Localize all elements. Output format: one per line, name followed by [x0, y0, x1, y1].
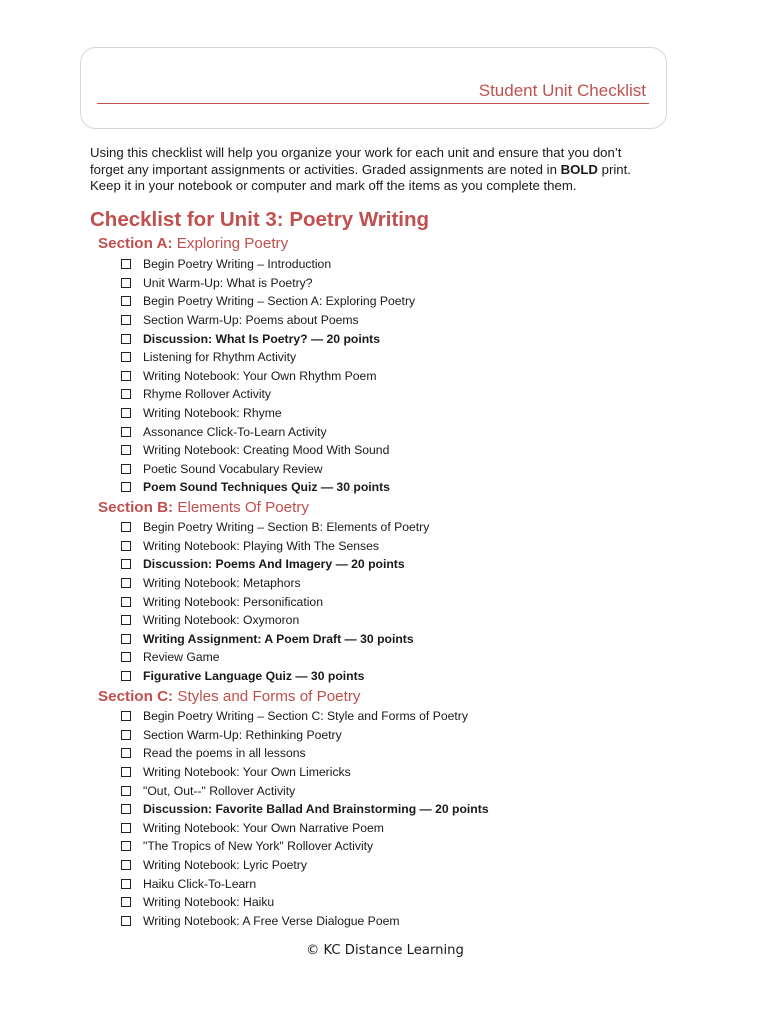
checklist-item [121, 726, 489, 745]
checklist-item [121, 763, 489, 782]
section-heading-c [98, 688, 361, 705]
checklist-item [121, 707, 489, 726]
checkbox[interactable] [121, 482, 131, 492]
checklist-item-label: Writing Notebook: Lyric Poetry [143, 858, 307, 873]
checkbox[interactable] [121, 615, 131, 625]
checklist-item [121, 537, 429, 556]
checklist-item [121, 837, 489, 856]
checklist-item-label: Begin Poetry Writing – Introduction [143, 257, 332, 272]
checkbox[interactable] [121, 860, 131, 870]
checklist-item-label: "The Tropics of New York" Rollover Activity [143, 839, 374, 854]
checkbox[interactable] [121, 464, 131, 474]
checklist-item [121, 478, 415, 497]
checklist-item-label: Begin Poetry Writing – Section B: Elements of Poetry [143, 520, 430, 535]
checklist-item [121, 893, 489, 912]
checklist-item [121, 311, 415, 330]
checklist-item-label: Listening for Rhythm Activity [143, 350, 297, 365]
intro-line-1: Using this checklist will help you organize your work for each unit and ensure that you don’t [90, 145, 622, 160]
checklist-item [121, 648, 429, 667]
checklist-item-label: Writing Notebook: Personification [143, 594, 323, 609]
checklist-item-label: Poetic Sound Vocabulary Review [143, 461, 323, 476]
checkbox[interactable] [121, 634, 131, 644]
checkbox[interactable] [121, 748, 131, 758]
checklist-item-label: Writing Notebook: Your Own Rhythm Poem [143, 368, 377, 383]
checkbox[interactable] [121, 804, 131, 814]
intro-paragraph [90, 145, 680, 195]
checklist-item [121, 667, 429, 686]
checklist-item-label: Rhyme Rollover Activity [143, 387, 272, 402]
checkbox[interactable] [121, 389, 131, 399]
section-name: Exploring Poetry [172, 235, 289, 252]
checklist-item [121, 404, 415, 423]
checklist-item [121, 329, 415, 348]
checklist-item [121, 856, 489, 875]
checkbox[interactable] [121, 334, 131, 344]
checkbox[interactable] [121, 408, 131, 418]
checklist-item-label: Writing Notebook: A Free Verse Dialogue Poem [143, 913, 400, 928]
intro-line-2-start: forget any important assignments or activities. Graded assignments are noted in [90, 161, 561, 177]
section-heading-b [98, 499, 309, 516]
checkbox[interactable] [121, 767, 131, 777]
checklist-item [121, 800, 489, 819]
checkbox[interactable] [121, 352, 131, 362]
intro-line-2 [90, 162, 680, 179]
checklist-item-label: Read the poems in all lessons [143, 746, 306, 761]
section-label: Section C: [98, 688, 174, 705]
checklist-item-label: Writing Notebook: Metaphors [143, 576, 301, 591]
checklist-item-label: Writing Notebook: Your Own Limericks [143, 765, 351, 780]
checkbox[interactable] [121, 841, 131, 851]
checklist-item [121, 422, 415, 441]
section-label: Section B: [98, 499, 174, 516]
checklist-item [121, 874, 489, 893]
section-b-items [121, 518, 429, 685]
checklist-item-label: Unit Warm-Up: What is Poetry? [143, 275, 313, 290]
checklist-item [121, 630, 429, 649]
checklist-item [121, 255, 415, 274]
checkbox[interactable] [121, 711, 131, 721]
checkbox[interactable] [121, 371, 131, 381]
checklist-item-label: Assonance Click-To-Learn Activity [143, 424, 327, 439]
checkbox[interactable] [121, 445, 131, 455]
checklist-item-label: Review Game [143, 650, 220, 665]
section-c-items [121, 707, 489, 930]
checklist-item-label: "Out, Out--" Rollover Activity [143, 783, 296, 798]
checkbox[interactable] [121, 597, 131, 607]
checklist-item-label: Writing Notebook: Oxymoron [143, 613, 300, 628]
checklist-item-label: Writing Notebook: Creating Mood With Sound [143, 443, 390, 458]
checklist-item-label: Discussion: What Is Poetry? — 20 points [143, 331, 381, 346]
checklist-item-label: Writing Assignment: A Poem Draft — 30 points [143, 631, 414, 646]
checklist-item [121, 292, 415, 311]
checklist-item-label: Haiku Click-To-Learn [143, 876, 257, 891]
checkbox[interactable] [121, 879, 131, 889]
checkbox[interactable] [121, 823, 131, 833]
intro-line-2-end: print. [597, 161, 631, 177]
header-divider [97, 103, 649, 104]
checkbox[interactable] [121, 652, 131, 662]
checkbox[interactable] [121, 522, 131, 532]
checkbox[interactable] [121, 897, 131, 907]
checkbox[interactable] [121, 559, 131, 569]
checklist-item [121, 385, 415, 404]
checkbox[interactable] [121, 578, 131, 588]
checklist-item-label: Begin Poetry Writing – Section A: Exploring Poetry [143, 294, 416, 309]
checklist-title: Checklist for Unit 3: Poetry Writing [90, 208, 430, 231]
header-box [80, 47, 667, 129]
checklist-item-label: Section Warm-Up: Rethinking Poetry [143, 727, 342, 742]
checklist-item-label: Figurative Language Quiz — 30 points [143, 669, 365, 684]
checkbox[interactable] [121, 786, 131, 796]
checklist-item [121, 348, 415, 367]
checklist-item [121, 611, 429, 630]
checkbox[interactable] [121, 296, 131, 306]
checklist-item-label: Discussion: Favorite Ballad And Brainstorming — 20 points [143, 802, 489, 817]
checklist-item [121, 781, 489, 800]
checklist-item [121, 441, 415, 460]
section-name: Styles and Forms of Poetry [173, 688, 361, 705]
checklist-item [121, 460, 415, 479]
checklist-item [121, 819, 489, 838]
checklist-item-label: Writing Notebook: Rhyme [143, 406, 282, 421]
checklist-item [121, 592, 429, 611]
footer-copyright: © KC Distance Learning [306, 943, 464, 958]
checklist-item-label: Writing Notebook: Haiku [143, 895, 275, 910]
section-name: Elements Of Poetry [173, 499, 310, 516]
checklist-item [121, 912, 489, 931]
checkbox[interactable] [121, 315, 131, 325]
checkbox[interactable] [121, 278, 131, 288]
checklist-item-label: Section Warm-Up: Poems about Poems [143, 313, 359, 328]
section-heading-a [98, 235, 288, 252]
checklist-item [121, 518, 429, 537]
section-a-items [121, 255, 415, 497]
checkbox[interactable] [121, 730, 131, 740]
checkbox[interactable] [121, 671, 131, 681]
checklist-item [121, 744, 489, 763]
checklist-item-label: Poem Sound Techniques Quiz — 30 points [143, 480, 390, 495]
checklist-item [121, 574, 429, 593]
checkbox[interactable] [121, 916, 131, 926]
intro-bold-word: BOLD [560, 161, 598, 177]
page-title: Student Unit Checklist [478, 81, 646, 100]
checklist-item-label: Writing Notebook: Your Own Narrative Poem [143, 820, 384, 835]
checklist-item [121, 274, 415, 293]
checklist-item [121, 555, 429, 574]
checkbox[interactable] [121, 259, 131, 269]
checklist-item-label: Writing Notebook: Playing With The Senses [143, 538, 379, 553]
intro-line-3: Keep it in your notebook or computer and mark off the items as you complete them. [90, 178, 577, 193]
checklist-item [121, 367, 415, 386]
checklist-item-label: Discussion: Poems And Imagery — 20 points [143, 557, 405, 572]
section-label: Section A: [98, 235, 173, 252]
checkbox[interactable] [121, 427, 131, 437]
checklist-item-label: Begin Poetry Writing – Section C: Style and Forms of Poetry [143, 709, 468, 724]
checkbox[interactable] [121, 541, 131, 551]
